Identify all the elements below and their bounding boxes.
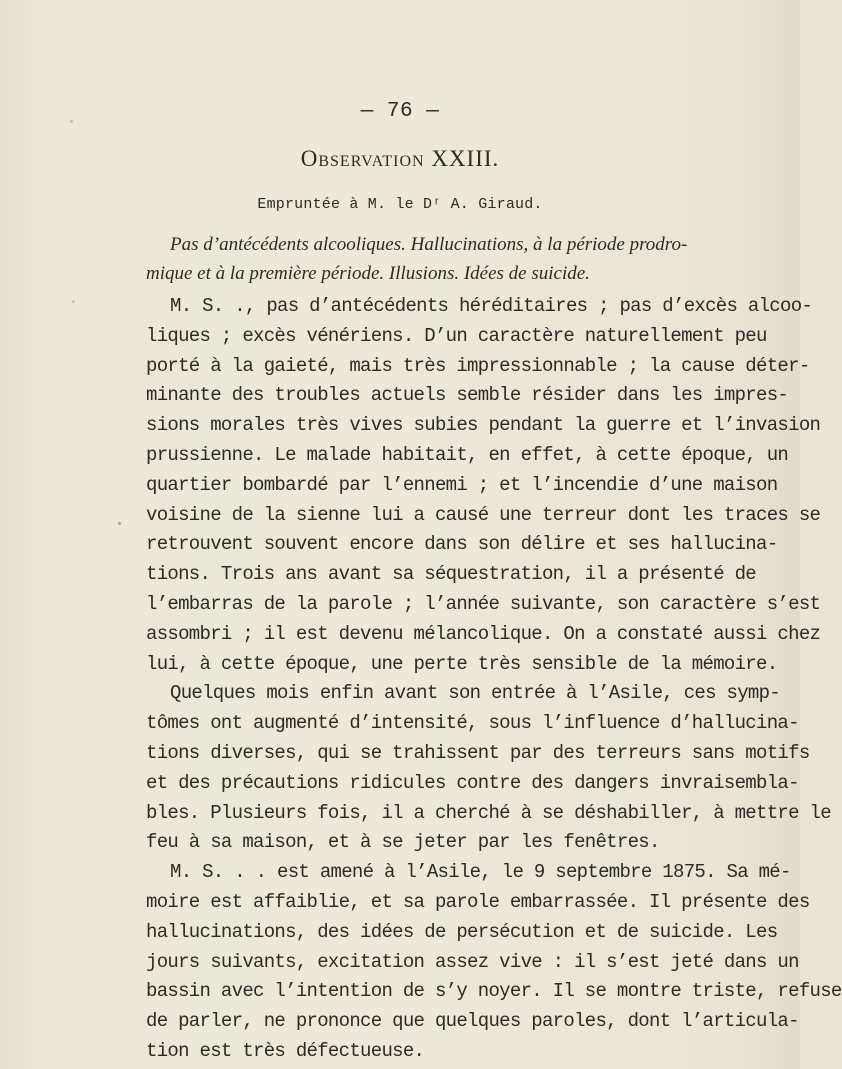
body-line: jours suivants, excitation assez vive : il s’est jeté dans un: [146, 950, 799, 973]
body-line: tions. Trois ans avant sa séquestration, il a présenté de: [146, 563, 757, 586]
paper-speck: [118, 522, 121, 525]
body-line: de parler, ne prononce que quelques paroles, dont l’articula-: [146, 1010, 799, 1033]
body-line: bles. Plusieurs fois, il a cherché à se déshabiller, à mettre le: [146, 801, 831, 824]
case-body: [146, 292, 842, 1067]
paper-speck: [70, 120, 73, 123]
body-line: quartier bombardé par l’ennemi ; et l’incendie d’une maison: [146, 473, 778, 496]
body-line: retrouvent souvent encore dans son délire et ses hallucina-: [146, 533, 778, 556]
body-line: tion est très défectueuse.: [146, 1039, 425, 1062]
body-line: porté à la gaieté, mais très impressionnable ; la cause déter-: [146, 354, 810, 377]
body-line: prussienne. Le malade habitait, en effet, à cette époque, un: [146, 443, 789, 466]
body-line: assombri ; il est devenu mélancolique. On a constaté aussi chez: [146, 622, 821, 645]
body-line: minante des troubles actuels semble résider dans les impres-: [146, 384, 789, 407]
body-line: moire est affaiblie, et sa parole embarrassée. Il présente des: [146, 890, 810, 913]
body-line: tômes ont augmenté d’intensité, sous l’influence d’hallucina-: [146, 712, 799, 735]
summary-line: mique et à la première période. Illusions. Idées de suicide.: [146, 263, 590, 284]
body-line: tions diverses, qui se trahissent par des terreurs sans motifs: [146, 741, 810, 764]
body-line: M. S. ., pas d’antécédents héréditaires ; pas d’excès alcoo-: [170, 295, 813, 317]
body-line: lui, à cette époque, une perte très sensible de la mémoire.: [146, 652, 778, 675]
attribution-line: Empruntée à M. le Dʳ A. Giraud.: [257, 196, 543, 213]
body-line: feu à sa maison, et à se jeter par les fenêtres.: [146, 831, 660, 854]
body-line: liques ; excès vénériens. D’un caractère naturellement peu: [146, 324, 767, 347]
body-line: l’embarras de la parole ; l’année suivante, son caractère s’est: [146, 592, 821, 615]
body-line: M. S. . . est amené à l’Asile, le 9 septembre 1875. Sa mé-: [170, 861, 791, 884]
body-line: sions morales très vives subies pendant la guerre et l’invasion: [146, 414, 821, 437]
body-line: bassin avec l’intention de s’y noyer. Il se montre triste, refuse: [146, 980, 842, 1003]
paper-speck: [72, 300, 75, 303]
observation-title: Observation XXIII.: [300, 146, 500, 171]
body-line: hallucinations, des idées de persécution et de suicide. Les: [146, 920, 778, 943]
body-line: Quelques mois enfin avant son entrée à l’Asile, ces symp-: [170, 682, 781, 705]
summary-line: Pas d’antécédents alcooliques. Hallucinations, à la période prodro-: [170, 234, 688, 255]
case-summary: [146, 230, 688, 288]
body-line: et des précautions ridicules contre des dangers invraisembla-: [146, 771, 799, 794]
page-number: — 76 —: [360, 100, 440, 123]
body-line: voisine de la sienne lui a causé une terreur dont les traces se: [146, 503, 821, 526]
